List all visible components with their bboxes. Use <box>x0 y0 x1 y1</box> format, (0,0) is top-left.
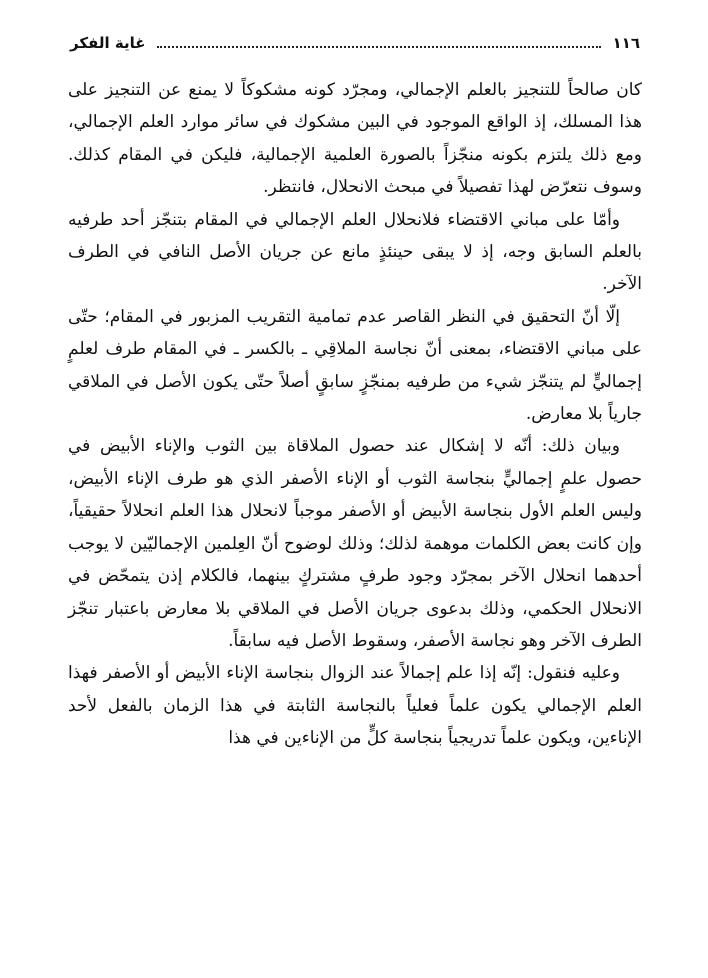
paragraph: وعليه فنقول: إنّه إذا علم إجمالاً عند الزوال بنجاسة الإناء الأبيض أو الأصفر فهذا العلم الإجمالي يكون علماً فعلياً بالنجاسة الثابتة في هذا الزمان بالفعل لأحد الإناءين، ويكون علماً تدريجياً بنجاسة كلٍّ من الإناءين في هذا <box>68 663 642 749</box>
body-text <box>68 74 642 755</box>
paragraph: وأمّا على مباني الاقتضاء فلانحلال العلم الإجمالي في المقام بتنجّز أحد طرفيه بالعلم السابق وجه، إذ لا يبقى حينئذٍ مانع عن جريان الأصل النافي في الطرف الآخر. <box>68 209 642 295</box>
paragraph: إلّا أنّ التحقيق في النظر القاصر عدم تمامية التقريب المزبور في المقام؛ حتّى على مباني الاقتضاء، بمعنى أنّ نجاسة الملاقِي ـ بالكسر ـ في المقام طرف لعلمٍ إجماليٍّ لم يتنجّز شيء من طرفيه بمنجّزٍ سابقٍ أصلاً حتّى يكون الأصل في الملاقي جارياً بلا معارض. <box>68 306 642 425</box>
running-title: غاية الفكر <box>70 34 146 52</box>
paragraph: كان صالحاً للتنجيز بالعلم الإجمالي، ومجرّد كونه مشكوكاً لا يمنع عن التنجيز على هذا المسلك، إذ الواقع الموجود في البين مشكوك في سائر موارد العلم الإجمالي، ومع ذلك يلتزم بكونه منجّزاً بالصورة العلمية الإجمالية، فليكن في المقام كذلك. وسوف نتعرّض لهذا تفصيلاً في مبحث الانحلال، فانتظر. <box>68 80 642 198</box>
page-number: ١١٦ <box>612 34 640 52</box>
page-header <box>70 30 640 56</box>
dotted-leader <box>157 46 600 48</box>
paragraph: وبيان ذلك: أنّه لا إشكال عند حصول الملاقاة بين الثوب والإناء الأبيض في حصول علمٍ إجماليٍّ بنجاسة الثوب أو الإناء الأصفر الذي هو طرف الإناء الأبيض، وليس العلم الأول بنجاسة الأبيض أو الأصفر موجباً لانحلال هذا العلم انحلالاً حقيقياً، وإن كانت بعض الكلمات موهمة لذلك؛ وذلك لوضوح أنّ العِلمين الإجماليّين لا يوجب أحدهما انحلال الآخر بمجرّد وجود طرفٍ مشتركٍ بينهما، فالكلام إذن يتمحّض في الانحلال الحكمي، وذلك بدعوى جريان الأصل في الملاقي بلا معارض باعتبار تنجّز الطرف الآخر وهو نجاسة الأصفر، وسقوط الأصل فيه سابقاً. <box>68 436 642 651</box>
